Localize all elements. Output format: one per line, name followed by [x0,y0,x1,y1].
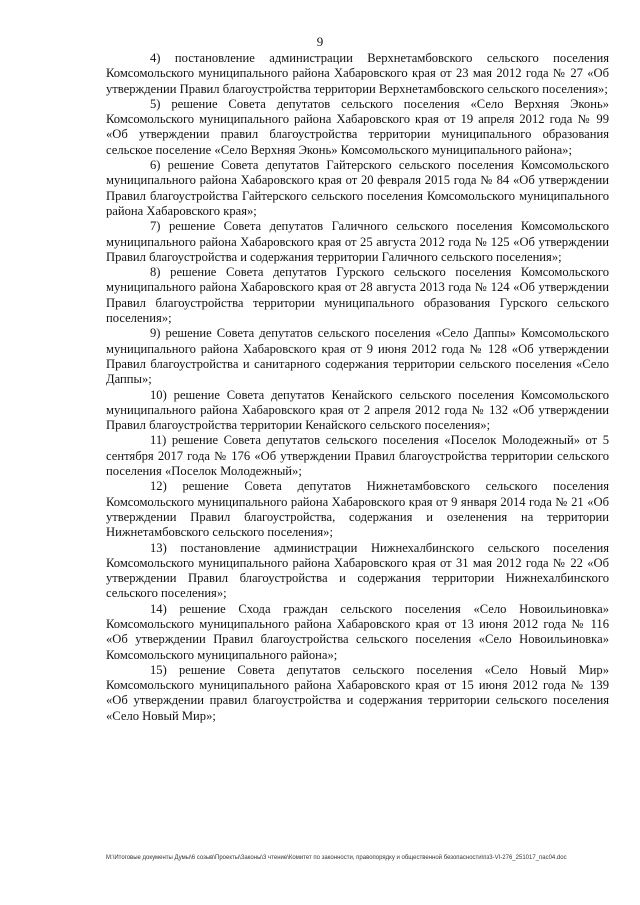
list-item: 13) постановление администрации Нижнехалбинского сельского поселения Комсомольского муниципального района Хабаровского края от 31 мая 2012 года № 22 «Об утверждении Правил благоустройства и содержания территории Нижнехалбинского сельского поселения»; [106,540,609,601]
list-item: 5) решение Совета депутатов сельского поселения «Село Верхняя Эконь» Комсомольского муниципального района Хабаровского края от 19 апреля 2012 года № 99 «Об утверждении правил благоустройства территории муниципального образования сельское поселение «Село Верхняя Эконь» Комсомольского муниципального района»; [106,96,609,157]
footer-file-path: M:\Итоговые документы Думы\6 созыв\Проекты\Законы\3 чтение\Комитет по законности, правопорядку и общественной безопасности\пз3-VI-276_251017_пас04.doc [106,855,567,861]
list-item: 14) решение Схода граждан сельского поселения «Село Новоильиновка» Комсомольского муниципального района Хабаровского края от 13 июня 2012 года № 116 «Об утверждении Правил благоустройства сельского поселения «Село Новоильиновка» Комсомольского муниципального района»; [106,601,609,662]
list-item: 15) решение Совета депутатов сельского поселения «Село Новый Мир» Комсомольского муниципального района Хабаровского края от 15 июня 2012 года № 139 «Об утверждении правил благоустройства и содержания территории сельского поселения «Село Новый Мир»; [106,662,609,723]
page-number: 9 [316,34,324,49]
list-item: 10) решение Совета депутатов Кенайского сельского поселения Комсомольского муниципального района Хабаровского края от 2 апреля 2012 года № 132 «Об утверждении Правил благоустройства территории Кенайского сельского поселения»; [106,387,609,433]
list-item: 9) решение Совета депутатов сельского поселения «Село Даппы» Комсомольского муниципального района Хабаровского края от 9 июня 2012 года № 128 «Об утверждении Правил благоустройства и санитарного содержания территории сельского поселения «Село Даппы»; [106,326,609,387]
list-item: 6) решение Совета депутатов Гайтерского сельского поселения Комсомольского муниципального района Хабаровского края от 20 февраля 2015 года № 84 «Об утверждении Правил благоустройства Гайтерского сельского поселения Комсомольского муниципального района Хабаровского края»; [106,158,609,218]
document-body [106,51,609,724]
list-item: 8) решение Совета депутатов Гурского сельского поселения Комсомольского муниципального района Хабаровского края от 28 августа 2013 года № 124 «Об утверждении Правил благоустройства территории муниципального образования Гурского сельского поселения»; [106,265,609,326]
list-item: 12) решение Совета депутатов Нижнетамбовского сельского поселения Комсомольского муниципального района Хабаровского края от 9 января 2014 года № 21 «Об утверждении Правил благоустройства, содержания и озеленения на территории Нижнетамбовского сельского поселения»; [106,479,609,540]
list-item: 7) решение Совета депутатов Галичного сельского поселения Комсомольского муниципального района Хабаровского края от 25 августа 2012 года № 125 «Об утверждении Правил благоустройства и содержания территории Галичного сельского поселения»; [106,219,609,264]
list-item: 4) постановление администрации Верхнетамбовского сельского поселения Комсомольского муниципального района Хабаровского края от 23 мая 2012 года № 27 «Об утверждении Правил благоустройства территории Верхнетамбовского сельского поселения»; [106,51,609,96]
list-item: 11) решение Совета депутатов сельского поселения «Поселок Молодежный» от 5 сентября 2017 года № 176 «Об утверждении Правил благоустройства территории сельского поселения «Поселок Молодежный»; [106,433,609,479]
